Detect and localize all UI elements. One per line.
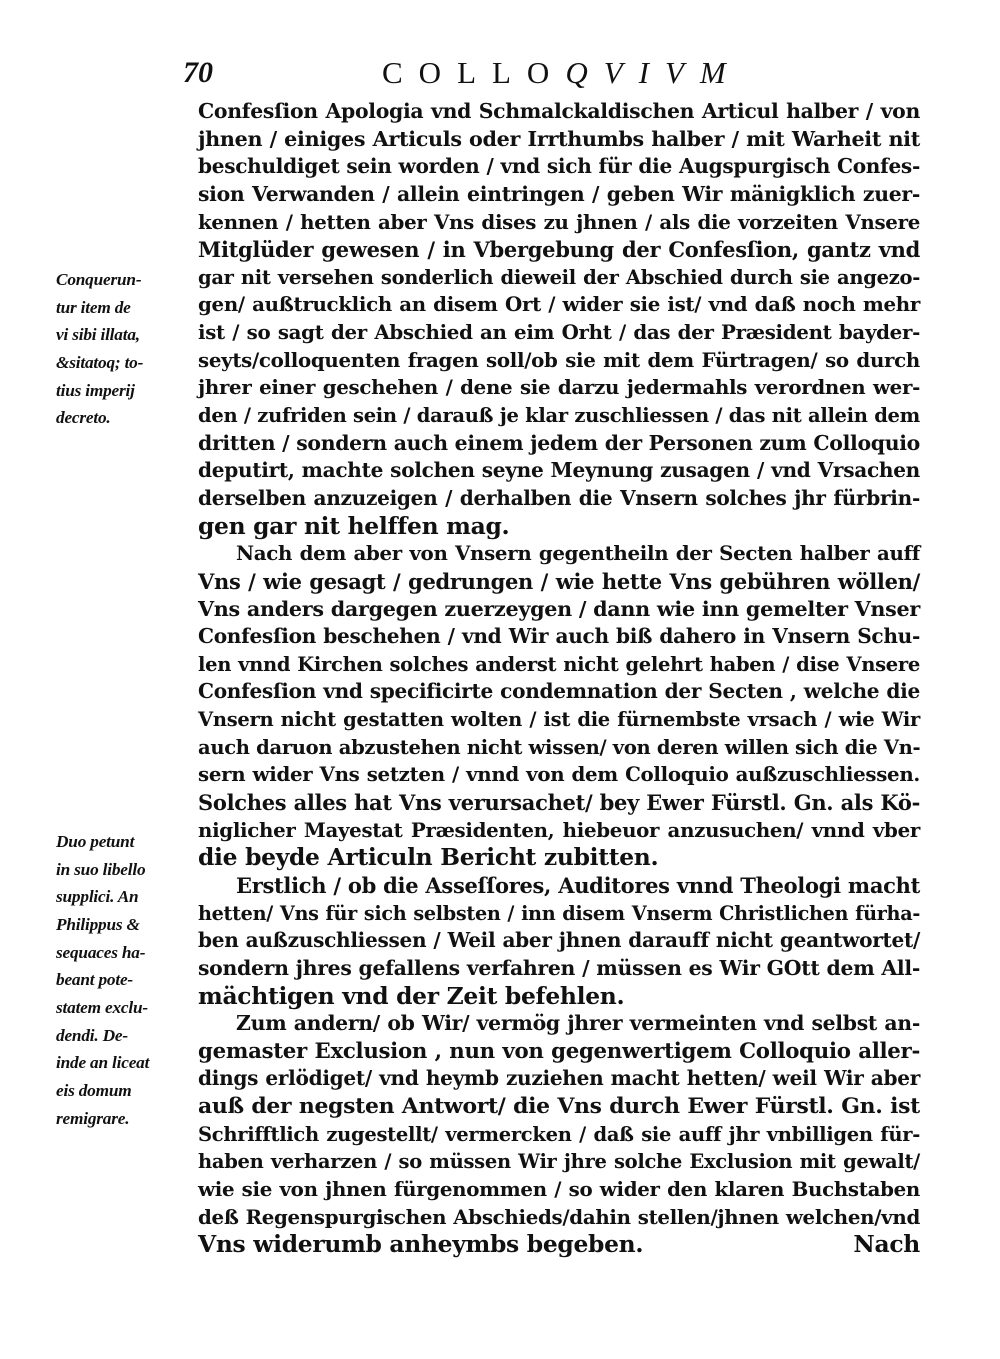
- margin-note-1: [56, 266, 191, 432]
- text-line: dings erlödiget/ vnd heymb zuziehen macht hetten/ weil Wir aber: [198, 1066, 920, 1091]
- text-line: den / zufriden sein / darauß je klar zuschliessen / das nit allein dem: [198, 404, 920, 428]
- text-line: ist / so sagt der Abschied an eim Orht / das der Præsident bayder-: [198, 320, 920, 345]
- text-line: Confesſion Apologia vnd Schmalckaldischen Articul halber / von: [198, 99, 920, 123]
- text-line: sondern jhres gefallens verfahren / müssen es Wir GOtt dem All-: [198, 955, 920, 980]
- text-line: Schrifftlich zugestellt/ vermercken / daß sie auff jhr vnbilligen für-: [198, 1122, 920, 1146]
- text-line: sern wider Vns setzten / vnnd von dem Colloquio außzuschliessen.: [198, 762, 920, 787]
- text-line: Confesſion vnd specificirte condemnation der Secten , welche die: [198, 679, 920, 704]
- text-line: Confesſion beschehen / vnd Wir auch biß dahero in Vnsern Schu-: [198, 624, 920, 649]
- text-line: haben verharzen / so müssen Wir jhre solche Exclusion mit gewalt/: [198, 1150, 920, 1174]
- paragraph-1: [198, 98, 920, 540]
- text-line: ben außzuschliessen / Weil aber jhnen darauff nicht geantwortet/: [198, 928, 920, 953]
- text-line: gen/ außtrucklich an disem Ort / wider sie ist/ vnd daß noch mehr: [198, 292, 920, 317]
- margin-note-line: Philippus &: [56, 914, 140, 934]
- text-line: Solches alles hat Vns verursachet/ bey Ewer Fürstl. Gn. als Kö-: [198, 790, 920, 816]
- margin-note-2: [56, 828, 191, 1132]
- text-line: deß Regenspurgischen Abschieds/dahin stellen/jhnen welchen/vnd: [198, 1204, 920, 1229]
- margin-note-line: supplici. An: [56, 887, 139, 907]
- margin-note-line: Duo petunt: [56, 832, 135, 851]
- text-line: kennen / hetten aber Vns dises zu jhnen / als die vorzeiten Vnsere: [198, 209, 920, 234]
- text-line: Zum andern/ ob Wir/ vermög jhrer vermeinten vnd selbst an-: [236, 1011, 920, 1036]
- text-line: hetten/ Vns für sich selbsten / inn disem Vnserm Christlichen fürha-: [198, 901, 920, 925]
- text-line: gen gar nit helffen mag.: [198, 511, 510, 540]
- running-head: [382, 55, 742, 90]
- last-line-with-catchword: [198, 1231, 920, 1259]
- catchword: Nach: [853, 1230, 920, 1259]
- text-line: Vns widerumb anheymbs begeben.: [198, 1230, 644, 1259]
- margin-note-line: inde an liceat: [56, 1053, 150, 1073]
- text-line: gemaster Exclusion , nun von gegenwertigem Colloquio aller-: [198, 1038, 920, 1064]
- text-line: jhnen / einiges Articuls oder Irrthumbs halber / mit Warheit nit: [198, 126, 920, 151]
- text-line: seyts/colloquenten fragen soll/ob sie mit dem Fürtragen/ so durch: [198, 347, 920, 372]
- text-line: auß der negsten Antwort/ die Vns durch Ewer Fürstl. Gn. ist: [198, 1093, 920, 1120]
- margin-note-line: tur item de: [56, 297, 131, 317]
- margin-note-line: vi sibi illata,: [56, 325, 140, 345]
- page-number: 70: [183, 56, 213, 89]
- text-line: len vnnd Kirchen solches anderst nicht gelehrt haben / dise Vnsere: [198, 652, 920, 676]
- margin-note-line: in suo libello: [56, 859, 146, 879]
- paragraph-3: [198, 872, 920, 1010]
- margin-note-line: Conquerun-: [56, 270, 142, 289]
- main-text: [198, 98, 920, 1259]
- text-line: jhrer einer geschehen / dene sie darzu jedermahls verordnen wer-: [198, 375, 920, 400]
- text-line: auch daruon abzustehen nicht wissen/ von deren willen sich die Vn-: [198, 735, 921, 759]
- margin-note-line: decreto.: [56, 408, 111, 428]
- text-line: beschuldiget sein worden / vnd sich für die Augspurgisch Confes-: [198, 154, 920, 179]
- text-line: die beyde Articuln Bericht zubitten.: [198, 843, 659, 872]
- text-line: sion Verwanden / allein eintringen / geben Wir mänigklich zuer-: [198, 181, 920, 206]
- paragraph-4: [198, 1010, 920, 1259]
- text-line: niglicher Mayestat Præsidenten, hiebeuor anzusuchen/ vnnd vber: [198, 817, 920, 842]
- running-head-roman: COLLO: [382, 55, 566, 90]
- margin-note-line: dendi. De-: [56, 1025, 128, 1045]
- text-line: mächtigen vnd der Zeit befehlen.: [198, 981, 625, 1010]
- text-line: Erstlich / ob die Asseſſores, Auditores vnnd Theologi macht: [236, 872, 920, 898]
- text-line: dritten / sondern auch einem jedem der Personen zum Colloquio: [198, 430, 920, 455]
- text-line: deputirt, machte solchen seyne Meynung zusagen / vnd Vrsachen: [198, 458, 920, 483]
- paragraph-2: [198, 540, 920, 872]
- running-head-italic: QVIVM: [565, 55, 742, 90]
- margin-note-line: sequaces ha-: [56, 942, 146, 962]
- text-line: Vnsern nicht gestatten wolten / ist die fürnembste vrsach / wie Wir: [198, 708, 920, 732]
- margin-note-line: beant pote-: [56, 970, 133, 990]
- text-line: Nach dem aber von Vnsern gegentheiln der Secten halber auff: [236, 541, 920, 566]
- text-line: gar nit versehen sonderlich dieweil der Abschied durch sie angezo-: [198, 265, 920, 289]
- margin-note-line: tius imperij: [56, 380, 135, 400]
- margin-note-line: eis domum: [56, 1080, 132, 1100]
- margin-note-line: statem exclu-: [56, 997, 148, 1017]
- text-line: derselben anzuzeigen / derhalben die Vnsern solches jhr fürbrin-: [198, 485, 920, 510]
- text-line: Vns anders dargegen zuerzeygen / dann wie inn gemelter Vnser: [198, 596, 920, 621]
- margin-note-line: &sitatoq; to-: [56, 352, 144, 372]
- text-line: Vns / wie gesagt / gedrungen / wie hette Vns gebühren wöllen/: [198, 568, 920, 594]
- margin-note-line: remigrare.: [56, 1108, 130, 1128]
- text-line: wie sie von jhnen fürgenommen / so wider den klaren Buchstaben: [198, 1176, 920, 1201]
- text-line: Mitglüder gewesen / in Vbergebung der Confesſion, gantz vnd: [198, 237, 920, 263]
